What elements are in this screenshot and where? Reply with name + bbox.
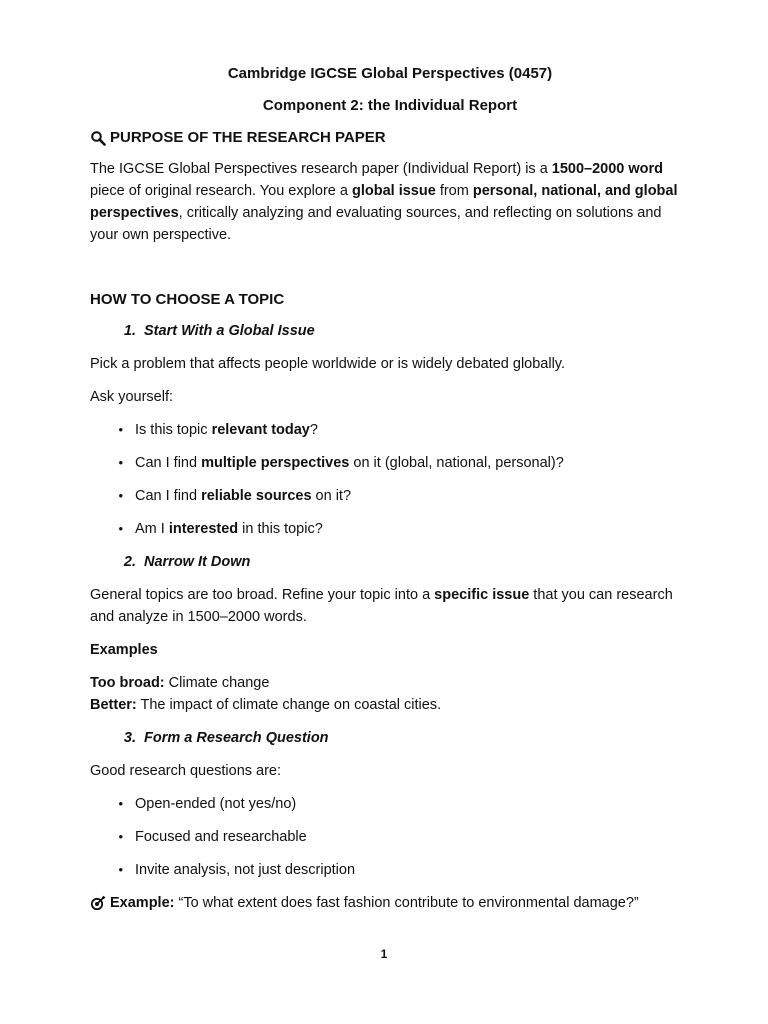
examples-label: Examples: [90, 642, 158, 658]
step-2-text: General topics are too broad. Refine your topic into a specific issue that you can research and analyze in 1500–2000 words.: [90, 587, 673, 625]
ask-yourself: Ask yourself:: [90, 389, 173, 405]
target-arrow-icon: [90, 895, 106, 911]
purpose-text-e: from: [435, 183, 473, 199]
purpose-text-c: piece of original research. You explore a: [90, 183, 352, 199]
page-number: 1: [380, 947, 388, 961]
choose-topic-heading: HOW TO CHOOSE A TOPIC: [90, 291, 285, 308]
example-question: [90, 892, 690, 914]
document-content: [90, 63, 690, 914]
purpose-heading-text: PURPOSE OF THE RESEARCH PAPER: [110, 129, 386, 146]
example-label: Example:: [110, 895, 175, 911]
purpose-word-count: 1500–2000 word: [551, 161, 664, 177]
step-3-number: 3.: [123, 730, 136, 746]
example-text: “To what extent does fast fashion contribute to environmental damage?”: [174, 895, 639, 911]
step-3-title: Form a Research Question: [144, 730, 329, 746]
too-broad-label: Too broad:: [90, 675, 165, 691]
document-title: Cambridge IGCSE Global Perspectives (0457): [227, 65, 553, 82]
list-item: • Invite analysis, not just description: [118, 862, 356, 878]
step-2-heading: [90, 551, 690, 573]
step-1-heading: [90, 320, 690, 342]
better-text: The impact of climate change on coastal cities.: [136, 697, 442, 713]
purpose-perspectives: personal, national, and global perspectives: [90, 183, 678, 221]
good-questions-intro: Good research questions are:: [90, 763, 282, 779]
step-1-text: Pick a problem that affects people worldwide or is widely debated globally.: [90, 356, 566, 372]
list-item: • Am I interested in this topic?: [118, 521, 323, 537]
list-item: • Can I find reliable sources on it?: [118, 488, 352, 504]
examples-block: [90, 672, 690, 716]
list-item: • Is this topic relevant today?: [118, 422, 318, 438]
step-1-number: 1.: [123, 323, 136, 339]
step-2-number: 2.: [123, 554, 136, 570]
list-item: • Open-ended (not yes/no): [118, 796, 297, 812]
purpose-text-a: The IGCSE Global Perspectives research paper (Individual Report) is a: [90, 161, 552, 177]
list-item: • Focused and researchable: [118, 829, 307, 845]
purpose-heading: [90, 127, 690, 149]
purpose-global-issue: global issue: [351, 183, 436, 199]
better-label: Better:: [90, 697, 137, 713]
list-item: • Can I find multiple perspectives on it (global, national, personal)?: [118, 455, 564, 471]
ask-list: [90, 419, 690, 540]
step-3-heading: [90, 727, 690, 749]
purpose-text-g: , critically analyzing and evaluating sources, and reflecting on solutions and your own perspective.: [90, 205, 662, 243]
too-broad-text: Climate change: [164, 675, 270, 691]
step-1-title: Start With a Global Issue: [144, 323, 315, 339]
good-questions-list: [90, 793, 690, 881]
purpose-paragraph: [90, 158, 690, 246]
step-2-title: Narrow It Down: [144, 554, 251, 570]
document-subtitle: Component 2: the Individual Report: [262, 97, 518, 114]
magnifier-icon: [90, 130, 106, 146]
